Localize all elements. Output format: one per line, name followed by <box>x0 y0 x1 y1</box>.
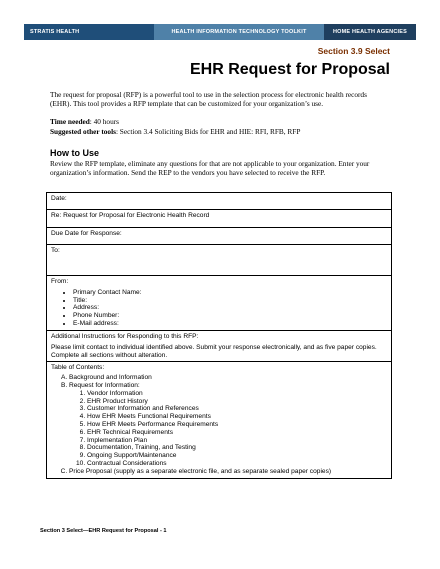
suggested-tools-value: : Section 3.4 Soliciting Bids for EHR and HIE: RFI, RFB, RFP <box>115 126 301 136</box>
toc-row <box>47 362 392 478</box>
toc-sub-item: 8. Documentation, Training, and Testing <box>87 444 387 452</box>
toc-sub-item: 7. Implementation Plan <box>87 437 387 445</box>
intro-paragraph: The request for proposal (RFP) is a powerful tool to use in the selection process for electronic health records (EHR). This tool provides a RFP template that can be customized for your organization’s use. <box>50 90 367 108</box>
toc-item-c-text: Price Proposal (supply as a separate electronic file, and as separate sealed paper copies) <box>69 467 332 475</box>
from-item-phone: • Phone Number: <box>73 312 387 320</box>
toc-sub-list <box>69 390 387 468</box>
due-date-row <box>47 228 392 245</box>
header-banner <box>24 24 416 40</box>
from-list <box>51 289 387 328</box>
time-needed-line <box>50 117 390 127</box>
how-to-use-heading: How to Use <box>50 148 100 158</box>
banner-toolkit: HEALTH INFORMATION TECHNOLOGY TOOLKIT <box>154 24 324 40</box>
from-row <box>47 276 392 331</box>
from-item-contact-name: • Primary Contact Name: <box>73 289 387 297</box>
suggested-tools-label: Suggested other tools <box>50 126 116 136</box>
additional-instructions-title: Additional Instructions for Responding to this RFP: <box>51 333 199 340</box>
toc-sub-item: 9. Ongoing Support/Maintenance <box>87 452 387 460</box>
date-field[interactable]: Date: <box>47 193 392 210</box>
additional-instructions-row <box>47 331 392 362</box>
toc-item-a-text: Background and Information <box>69 374 152 382</box>
banner-organization: STRATIS HEALTH <box>24 24 154 40</box>
toc-sub-item: 10. Contractual Considerations <box>87 460 387 468</box>
additional-instructions-cell <box>47 331 392 362</box>
to-row <box>47 245 392 276</box>
from-item-address: • Address: <box>73 304 387 312</box>
banner-audience: HOME HEALTH AGENCIES <box>324 24 416 40</box>
toc-item-b <box>69 382 387 468</box>
toc-sub-item: 2. EHR Product History <box>87 398 387 406</box>
toc-item-c <box>69 468 387 476</box>
toc-sub-item: 5. How EHR Meets Performance Requirements <box>87 421 387 429</box>
toc-sub-item: 3. Customer Information and References <box>87 405 387 413</box>
date-row <box>47 193 392 210</box>
due-date-field[interactable]: Due Date for Response: <box>47 228 392 245</box>
time-needed-label: Time needed <box>50 117 90 126</box>
toc-title: Table of Contents: <box>51 364 105 372</box>
from-label: From: <box>51 278 69 285</box>
toc-item-a <box>69 374 387 382</box>
toc-item-b-text: Request for Information: <box>69 381 140 389</box>
to-field[interactable]: To: <box>47 245 392 276</box>
meta-block <box>50 117 390 136</box>
page-footer: Section 3 Select—EHR Request for Proposal - 1 <box>40 528 167 534</box>
re-row <box>47 210 392 228</box>
from-item-email: • E-Mail address: <box>73 320 387 328</box>
toc-cell <box>47 362 392 478</box>
section-label: Section 3.9 Select <box>317 46 390 56</box>
how-to-use-text: Review the RFP template, eliminate any questions for that are not applicable to your organization. Enter your organization’s information. Send the REP to the vendors you have selected to receive the RFP. <box>50 159 370 177</box>
rfp-form-table <box>46 192 392 479</box>
toc-sub-item: 6. EHR Technical Requirements <box>87 429 387 437</box>
from-field[interactable] <box>47 276 392 331</box>
re-field: Re: Request for Proposal for Electronic Health Record <box>47 210 392 228</box>
page-title: EHR Request for Proposal <box>189 61 390 78</box>
toc-list <box>51 374 387 475</box>
time-needed-value: : 40 hours <box>89 117 119 126</box>
from-item-title: • Title: <box>73 297 387 305</box>
suggested-tools-line <box>50 127 390 137</box>
toc-sub-item: 4. How EHR Meets Functional Requirements <box>87 413 387 421</box>
additional-instructions-text: Please limit contact to individual identified above. Submit your response electronically, and as five paper copies. Complete all sections without alteration. <box>51 343 377 359</box>
toc-sub-item: 1. Vendor Information <box>87 390 387 398</box>
